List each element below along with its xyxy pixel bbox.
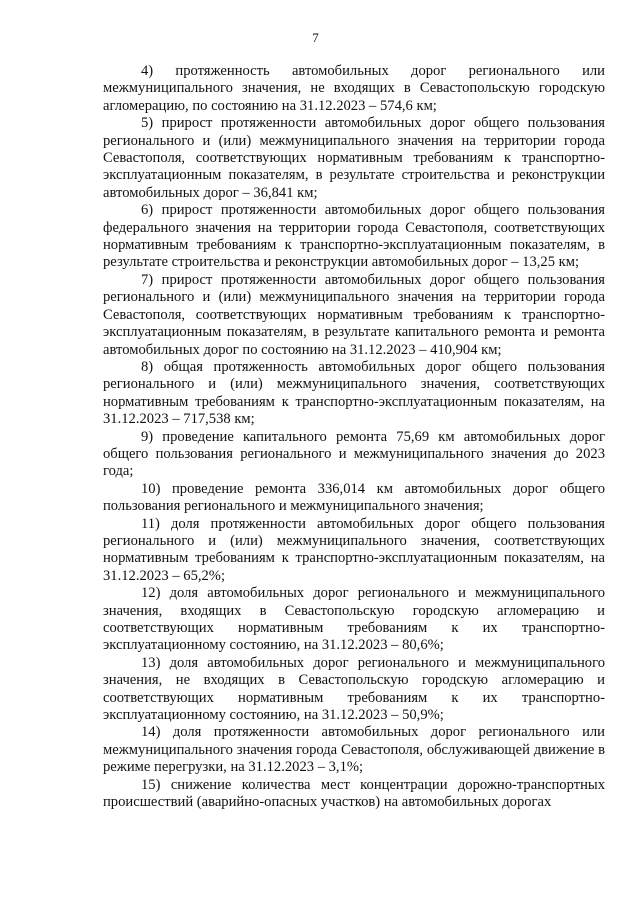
list-item-9: 9) проведение капитального ремонта 75,69 км автомобильных дорог общего пользования регионального и межмуниципального значения до 2023 года; (103, 428, 605, 480)
list-item-8: 8) общая протяженность автомобильных дорог общего пользования регионального и (или) межмуниципального значения, соответствующих нормативным требованиям к транспортно-эксплуатационным показателям, на 31.12.2023 – 717,538 км; (103, 358, 605, 428)
list-item-4: 4) протяженность автомобильных дорог регионального или межмуниципального значения, не входящих в Севастопольскую городскую агломерацию, по состоянию на 31.12.2023 – 574,6 км; (103, 63, 605, 114)
list-item-7: 7) прирост протяженности автомобильных дорог общего пользования регионального и (или) межмуниципального значения на территории города Севастополя, соответствующих нормативным требованиям к транспортно-эксплуатационным показателям, в результате капитального ремонта и ремонта автомобильных дорог по состоянию на 31.12.2023 – 410,904 км; (103, 271, 605, 358)
list-item-13: 13) доля автомобильных дорог регионального и межмуниципального значения, не входящих в Севастопольскую городскую агломерацию и соответствующих нормативным требованиям к их транспортно-эксплуатационному состоянию, на 31.12.2023 – 50,9%; (103, 654, 605, 724)
document-body (103, 63, 605, 811)
list-item-11: 11) доля протяженности автомобильных дорог общего пользования регионального и (или) межмуниципального значения, соответствующих нормативным требованиям к транспортно-эксплуатационным показателям, на 31.12.2023 – 65,2%; (103, 515, 605, 584)
page-number: 7 (312, 30, 319, 45)
list-item-12: 12) доля автомобильных дорог регионального и межмуниципального значения, входящих в Севастопольскую городскую агломерацию и соответствующих нормативным требованиям к их транспортно-эксплуатационному состоянию, на 31.12.2023 – 80,6%; (103, 585, 605, 654)
list-item-6: 6) прирост протяженности автомобильных дорог общего пользования федерального значения на территории города Севастополя, соответствующих нормативным требованиям к транспортно-эксплуатационным показателям, в результате строительства и реконструкции автомобильных дорог – 13,25 км; (103, 202, 605, 271)
list-item-10: 10) проведение ремонта 336,014 км автомобильных дорог общего пользования регионального и межмуниципального значения; (103, 480, 605, 515)
list-item-5: 5) прирост протяженности автомобильных дорог общего пользования регионального и (или) межмуниципального значения на территории города Севастополя, соответствующих нормативным требованиям к транспортно-эксплуатационным показателям, в результате строительства и реконструкции автомобильных дорог – 36,841 км; (103, 115, 605, 201)
list-item-14: 14) доля протяженности автомобильных дорог регионального или межмуниципального значения города Севастополя, обслуживающей движение в режиме перегрузки, на 31.12.2023 – 3,1%; (103, 724, 605, 776)
list-item-15: 15) снижение количества мест концентрации дорожно-транспортных происшествий (аварийно-опасных участков) на автомобильных дорогах (103, 776, 605, 811)
